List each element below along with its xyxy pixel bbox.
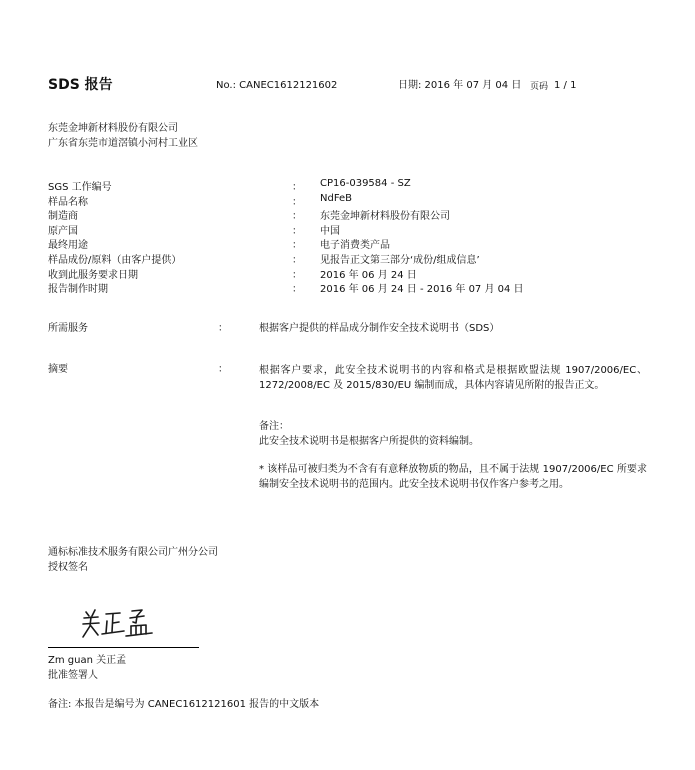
summary-note-title: 备注：: [259, 421, 289, 432]
field-row-received-date: [48, 266, 648, 281]
field-row-job-number: [48, 178, 648, 193]
field-label: 最终用途: [48, 240, 88, 252]
field-value: NdFeB: [320, 192, 353, 204]
issuer-auth-label: 授权签名: [48, 562, 88, 573]
footer-note: 备注: 本报告是编号为 CANEC1612121601 报告的中文版本: [48, 699, 320, 710]
summary-label: 摘要: [48, 364, 68, 375]
field-row-sample-name: [48, 193, 648, 208]
field-value: 中国: [320, 225, 340, 237]
field-colon: ：: [292, 196, 302, 208]
field-value: 2016 年 06 月 24 日: [320, 269, 417, 281]
field-colon: ：: [292, 255, 302, 266]
signatory-title: 批准签署人: [48, 670, 98, 681]
field-colon: ：: [292, 182, 302, 193]
signatory-name: Zm guan 关正孟: [48, 655, 127, 666]
report-date: 日期: 2016 年 07 月 04 日: [398, 80, 522, 91]
field-value: 见报告正文第三部分‘成份/组成信息’: [320, 255, 480, 266]
field-label: 原产国: [48, 225, 78, 237]
field-value: 东莞金坤新材料股份有限公司: [320, 211, 450, 223]
signature-line: [48, 647, 199, 648]
service-colon: ：: [218, 323, 228, 334]
client-address: 广东省东莞市道滘镇小河村工业区: [48, 138, 198, 149]
field-colon: ：: [292, 269, 302, 281]
field-row-composition: [48, 251, 648, 266]
field-label: 样品名称: [48, 196, 88, 208]
field-row-origin: [48, 222, 648, 237]
summary-star-text: * 该样品可被归类为不含有有意释放物质的物品，且不属于法规 1907/2006/EC 所要求编制安全技术说明书的范围内。此安全技术说明书仅作客户参考之用。: [259, 464, 647, 490]
client-name: 东莞金坤新材料股份有限公司: [48, 123, 178, 134]
service-value: 根据客户提供的样品成分制作安全技术说明书（SDS）: [259, 323, 500, 334]
summary-colon: ：: [218, 364, 228, 375]
service-label: 所需服务: [48, 323, 88, 334]
field-row-report-period: [48, 280, 648, 295]
page-number: 1 / 1: [554, 80, 577, 91]
field-label: 收到此服务要求日期: [48, 269, 138, 281]
field-colon: ：: [292, 225, 302, 237]
summary-note-text: 此安全技术说明书是根据客户所提供的资料编制。: [259, 436, 479, 447]
issuer-company: 通标标准技术服务有限公司广州分公司: [48, 547, 218, 558]
field-label: 报告制作时期: [48, 284, 108, 296]
field-colon: ：: [292, 240, 302, 252]
field-row-end-use: [48, 236, 648, 251]
field-label: SGS 工作编号: [48, 182, 112, 193]
handwritten-signature: [80, 606, 160, 646]
field-value: CP16-039584 - SZ: [320, 178, 411, 189]
summary-text: 根据客户要求，此安全技术说明书的内容和格式是根据欧盟法规 1907/2006/EC、1272/2008/EC 及 2015/830/EU 编制而成，具体内容请见所附的报告正文。: [259, 365, 647, 391]
field-label: 样品成份/原料（由客户提供）: [48, 255, 182, 266]
field-value: 2016 年 06 月 24 日 - 2016 年 07 月 04 日: [320, 284, 524, 296]
page-label: 页码: [530, 82, 549, 92]
report-number: No.: CANEC1612121602: [216, 80, 338, 91]
field-colon: ：: [292, 211, 302, 223]
report-title: SDS 报告: [48, 77, 113, 93]
field-colon: ：: [292, 284, 302, 296]
field-value: 电子消费类产品: [320, 240, 390, 252]
field-label: 制造商: [48, 211, 78, 223]
field-row-manufacturer: [48, 207, 648, 222]
